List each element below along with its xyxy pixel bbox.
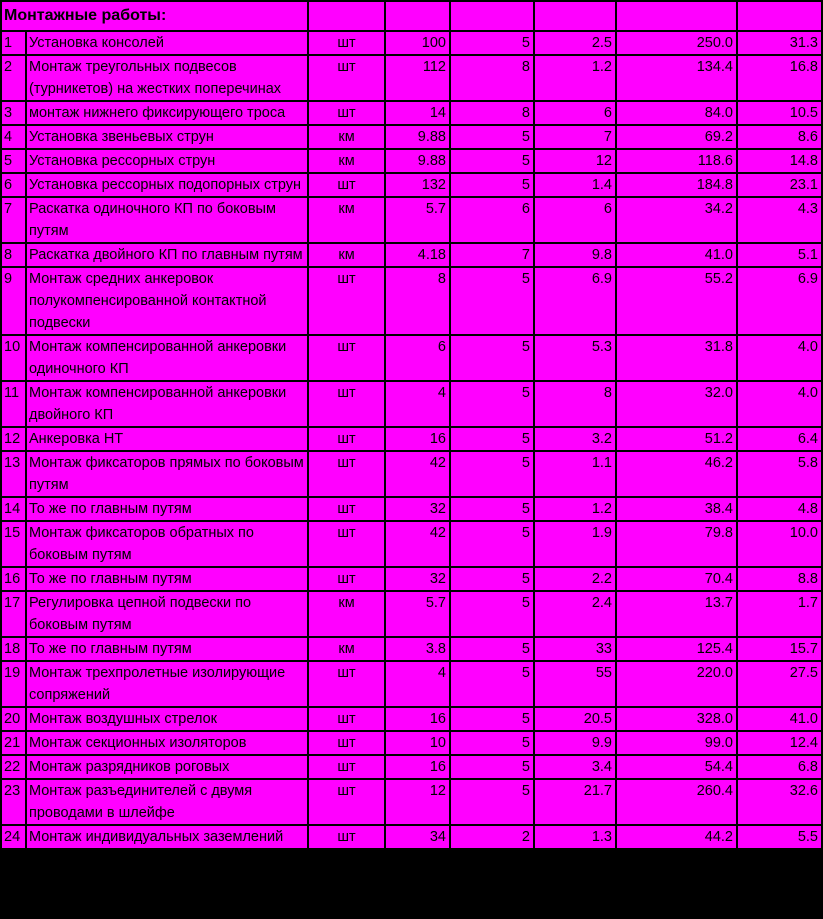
work-name: Монтаж фиксаторов обратных по боковым путям [27, 522, 309, 568]
quantity-cell: 5.7 [386, 592, 451, 638]
row-number: 12 [0, 428, 27, 452]
row-number: 2 [0, 56, 27, 102]
norm-cell: 7 [535, 126, 617, 150]
total-cell: 13.7 [617, 592, 738, 638]
work-name: Монтаж секционных изоляторов [27, 732, 309, 756]
row-number: 8 [0, 244, 27, 268]
total-cell: 41.0 [617, 244, 738, 268]
table-row [0, 826, 823, 850]
total-cell: 250.0 [617, 32, 738, 56]
row-number: 9 [0, 268, 27, 336]
table-row [0, 780, 823, 826]
quantity-cell: 9.88 [386, 126, 451, 150]
total-cell: 260.4 [617, 780, 738, 826]
work-name: Монтаж компенсированной анкеровки двойного КП [27, 382, 309, 428]
days-cell: 4.8 [738, 498, 823, 522]
work-name: Монтаж трехпролетные изолирующие сопряжений [27, 662, 309, 708]
row-number: 15 [0, 522, 27, 568]
norm-cell: 12 [535, 150, 617, 174]
quantity-cell: 6 [386, 336, 451, 382]
total-cell: 84.0 [617, 102, 738, 126]
sheet-title: Монтажные работы: [0, 0, 309, 32]
row-number: 3 [0, 102, 27, 126]
days-cell: 1.7 [738, 592, 823, 638]
norm-cell: 6.9 [535, 268, 617, 336]
work-name: Монтаж индивидуальных заземлений [27, 826, 309, 850]
norm-cell: 1.4 [535, 174, 617, 198]
days-cell: 12.4 [738, 732, 823, 756]
row-number: 6 [0, 174, 27, 198]
work-name: Установка рессорных струн [27, 150, 309, 174]
row-number: 20 [0, 708, 27, 732]
days-cell: 27.5 [738, 662, 823, 708]
quantity-cell: 14 [386, 102, 451, 126]
table-row [0, 126, 823, 150]
crew-cell: 5 [451, 522, 535, 568]
row-number: 17 [0, 592, 27, 638]
norm-cell: 21.7 [535, 780, 617, 826]
days-cell: 6.4 [738, 428, 823, 452]
work-name: Установка рессорных подопорных струн [27, 174, 309, 198]
total-cell: 31.8 [617, 336, 738, 382]
header-cell [309, 0, 386, 32]
work-name: Монтаж разъединителей с двумя проводами в шлейфе [27, 780, 309, 826]
crew-cell: 5 [451, 268, 535, 336]
norm-cell: 20.5 [535, 708, 617, 732]
table-row [0, 756, 823, 780]
total-cell: 32.0 [617, 382, 738, 428]
quantity-cell: 5.7 [386, 198, 451, 244]
work-name: То же по главным путям [27, 568, 309, 592]
table-row [0, 102, 823, 126]
total-cell: 220.0 [617, 662, 738, 708]
table-header-row [0, 0, 823, 32]
row-number: 16 [0, 568, 27, 592]
header-cell [386, 0, 451, 32]
crew-cell: 5 [451, 336, 535, 382]
days-cell: 6.8 [738, 756, 823, 780]
unit-cell: шт [309, 32, 386, 56]
days-cell: 41.0 [738, 708, 823, 732]
unit-cell: шт [309, 174, 386, 198]
total-cell: 51.2 [617, 428, 738, 452]
row-number: 22 [0, 756, 27, 780]
row-number: 19 [0, 662, 27, 708]
row-number: 5 [0, 150, 27, 174]
unit-cell: шт [309, 522, 386, 568]
unit-cell: шт [309, 56, 386, 102]
norm-cell: 1.1 [535, 452, 617, 498]
days-cell: 31.3 [738, 32, 823, 56]
table-row [0, 498, 823, 522]
total-cell: 118.6 [617, 150, 738, 174]
days-cell: 15.7 [738, 638, 823, 662]
work-name: То же по главным путям [27, 638, 309, 662]
days-cell: 32.6 [738, 780, 823, 826]
unit-cell: шт [309, 268, 386, 336]
row-number: 10 [0, 336, 27, 382]
unit-cell: шт [309, 826, 386, 850]
crew-cell: 5 [451, 32, 535, 56]
norm-cell: 1.2 [535, 498, 617, 522]
days-cell: 8.6 [738, 126, 823, 150]
quantity-cell: 112 [386, 56, 451, 102]
days-cell: 5.5 [738, 826, 823, 850]
unit-cell: км [309, 150, 386, 174]
total-cell: 54.4 [617, 756, 738, 780]
norm-cell: 6 [535, 198, 617, 244]
row-number: 24 [0, 826, 27, 850]
quantity-cell: 8 [386, 268, 451, 336]
total-cell: 69.2 [617, 126, 738, 150]
table-row [0, 174, 823, 198]
days-cell: 16.8 [738, 56, 823, 102]
unit-cell: шт [309, 568, 386, 592]
total-cell: 125.4 [617, 638, 738, 662]
crew-cell: 8 [451, 102, 535, 126]
crew-cell: 8 [451, 56, 535, 102]
work-name: Регулировка цепной подвески по боковым путям [27, 592, 309, 638]
header-cell [535, 0, 617, 32]
norm-cell: 2.2 [535, 568, 617, 592]
row-number: 18 [0, 638, 27, 662]
table-row [0, 32, 823, 56]
days-cell: 14.8 [738, 150, 823, 174]
work-name: Установка звеньевых струн [27, 126, 309, 150]
crew-cell: 7 [451, 244, 535, 268]
quantity-cell: 132 [386, 174, 451, 198]
unit-cell: км [309, 244, 386, 268]
unit-cell: шт [309, 662, 386, 708]
table-row [0, 732, 823, 756]
crew-cell: 5 [451, 708, 535, 732]
unit-cell: шт [309, 102, 386, 126]
work-name: Анкеровка НТ [27, 428, 309, 452]
norm-cell: 5.3 [535, 336, 617, 382]
days-cell: 4.3 [738, 198, 823, 244]
crew-cell: 5 [451, 498, 535, 522]
total-cell: 99.0 [617, 732, 738, 756]
quantity-cell: 16 [386, 428, 451, 452]
total-cell: 34.2 [617, 198, 738, 244]
total-cell: 328.0 [617, 708, 738, 732]
days-cell: 23.1 [738, 174, 823, 198]
row-number: 13 [0, 452, 27, 498]
work-name: Монтаж средних анкеровок полукомпенсированной контактной подвески [27, 268, 309, 336]
norm-cell: 8 [535, 382, 617, 428]
table-row [0, 198, 823, 244]
crew-cell: 5 [451, 174, 535, 198]
norm-cell: 2.4 [535, 592, 617, 638]
crew-cell: 5 [451, 638, 535, 662]
crew-cell: 5 [451, 732, 535, 756]
work-name: То же по главным путям [27, 498, 309, 522]
crew-cell: 5 [451, 780, 535, 826]
quantity-cell: 12 [386, 780, 451, 826]
table-row [0, 150, 823, 174]
quantity-cell: 42 [386, 522, 451, 568]
header-cell [617, 0, 738, 32]
days-cell: 4.0 [738, 336, 823, 382]
crew-cell: 5 [451, 756, 535, 780]
unit-cell: шт [309, 780, 386, 826]
table-row [0, 568, 823, 592]
work-name: Монтаж воздушных стрелок [27, 708, 309, 732]
quantity-cell: 32 [386, 498, 451, 522]
crew-cell: 5 [451, 382, 535, 428]
unit-cell: км [309, 592, 386, 638]
unit-cell: шт [309, 382, 386, 428]
total-cell: 70.4 [617, 568, 738, 592]
quantity-cell: 100 [386, 32, 451, 56]
unit-cell: шт [309, 732, 386, 756]
quantity-cell: 16 [386, 756, 451, 780]
days-cell: 5.1 [738, 244, 823, 268]
work-name: Монтаж треугольных подвесов (турникетов) на жестких поперечинах [27, 56, 309, 102]
total-cell: 55.2 [617, 268, 738, 336]
row-number: 21 [0, 732, 27, 756]
quantity-cell: 34 [386, 826, 451, 850]
crew-cell: 5 [451, 428, 535, 452]
table-row [0, 662, 823, 708]
crew-cell: 5 [451, 592, 535, 638]
work-name: Установка консолей [27, 32, 309, 56]
work-name: Раскатка одиночного КП по боковым путям [27, 198, 309, 244]
crew-cell: 5 [451, 662, 535, 708]
quantity-cell: 9.88 [386, 150, 451, 174]
norm-cell: 3.2 [535, 428, 617, 452]
work-name: монтаж нижнего фиксирующего троса [27, 102, 309, 126]
table-row [0, 428, 823, 452]
table-row [0, 592, 823, 638]
table-row [0, 452, 823, 498]
quantity-cell: 10 [386, 732, 451, 756]
days-cell: 10.5 [738, 102, 823, 126]
norm-cell: 1.2 [535, 56, 617, 102]
work-name: Монтаж фиксаторов прямых по боковым путям [27, 452, 309, 498]
unit-cell: шт [309, 452, 386, 498]
unit-cell: шт [309, 756, 386, 780]
header-cell [451, 0, 535, 32]
norm-cell: 6 [535, 102, 617, 126]
unit-cell: шт [309, 498, 386, 522]
table-row [0, 56, 823, 102]
work-name: Монтаж разрядников роговых [27, 756, 309, 780]
crew-cell: 2 [451, 826, 535, 850]
quantity-cell: 3.8 [386, 638, 451, 662]
norm-cell: 33 [535, 638, 617, 662]
norm-cell: 9.9 [535, 732, 617, 756]
unit-cell: км [309, 126, 386, 150]
unit-cell: шт [309, 336, 386, 382]
unit-cell: км [309, 638, 386, 662]
total-cell: 38.4 [617, 498, 738, 522]
header-cell [738, 0, 823, 32]
quantity-cell: 4 [386, 662, 451, 708]
norm-cell: 2.5 [535, 32, 617, 56]
total-cell: 184.8 [617, 174, 738, 198]
norm-cell: 1.9 [535, 522, 617, 568]
quantity-cell: 4 [386, 382, 451, 428]
norm-cell: 55 [535, 662, 617, 708]
crew-cell: 5 [451, 568, 535, 592]
table-row [0, 244, 823, 268]
total-cell: 79.8 [617, 522, 738, 568]
crew-cell: 6 [451, 198, 535, 244]
row-number: 11 [0, 382, 27, 428]
row-number: 14 [0, 498, 27, 522]
days-cell: 10.0 [738, 522, 823, 568]
norm-cell: 1.3 [535, 826, 617, 850]
table-row [0, 268, 823, 336]
total-cell: 44.2 [617, 826, 738, 850]
work-name: Раскатка двойного КП по главным путям [27, 244, 309, 268]
crew-cell: 5 [451, 126, 535, 150]
row-number: 4 [0, 126, 27, 150]
quantity-cell: 4.18 [386, 244, 451, 268]
unit-cell: км [309, 198, 386, 244]
table-row [0, 336, 823, 382]
unit-cell: шт [309, 708, 386, 732]
unit-cell: шт [309, 428, 386, 452]
days-cell: 6.9 [738, 268, 823, 336]
norm-cell: 9.8 [535, 244, 617, 268]
days-cell: 8.8 [738, 568, 823, 592]
row-number: 23 [0, 780, 27, 826]
quantity-cell: 16 [386, 708, 451, 732]
quantity-cell: 32 [386, 568, 451, 592]
work-name: Монтаж компенсированной анкеровки одиночного КП [27, 336, 309, 382]
total-cell: 46.2 [617, 452, 738, 498]
row-number: 1 [0, 32, 27, 56]
row-number: 7 [0, 198, 27, 244]
days-cell: 5.8 [738, 452, 823, 498]
norm-cell: 3.4 [535, 756, 617, 780]
total-cell: 134.4 [617, 56, 738, 102]
table-row [0, 522, 823, 568]
days-cell: 4.0 [738, 382, 823, 428]
table-row [0, 638, 823, 662]
table-row [0, 382, 823, 428]
crew-cell: 5 [451, 452, 535, 498]
table-row [0, 708, 823, 732]
crew-cell: 5 [451, 150, 535, 174]
quantity-cell: 42 [386, 452, 451, 498]
